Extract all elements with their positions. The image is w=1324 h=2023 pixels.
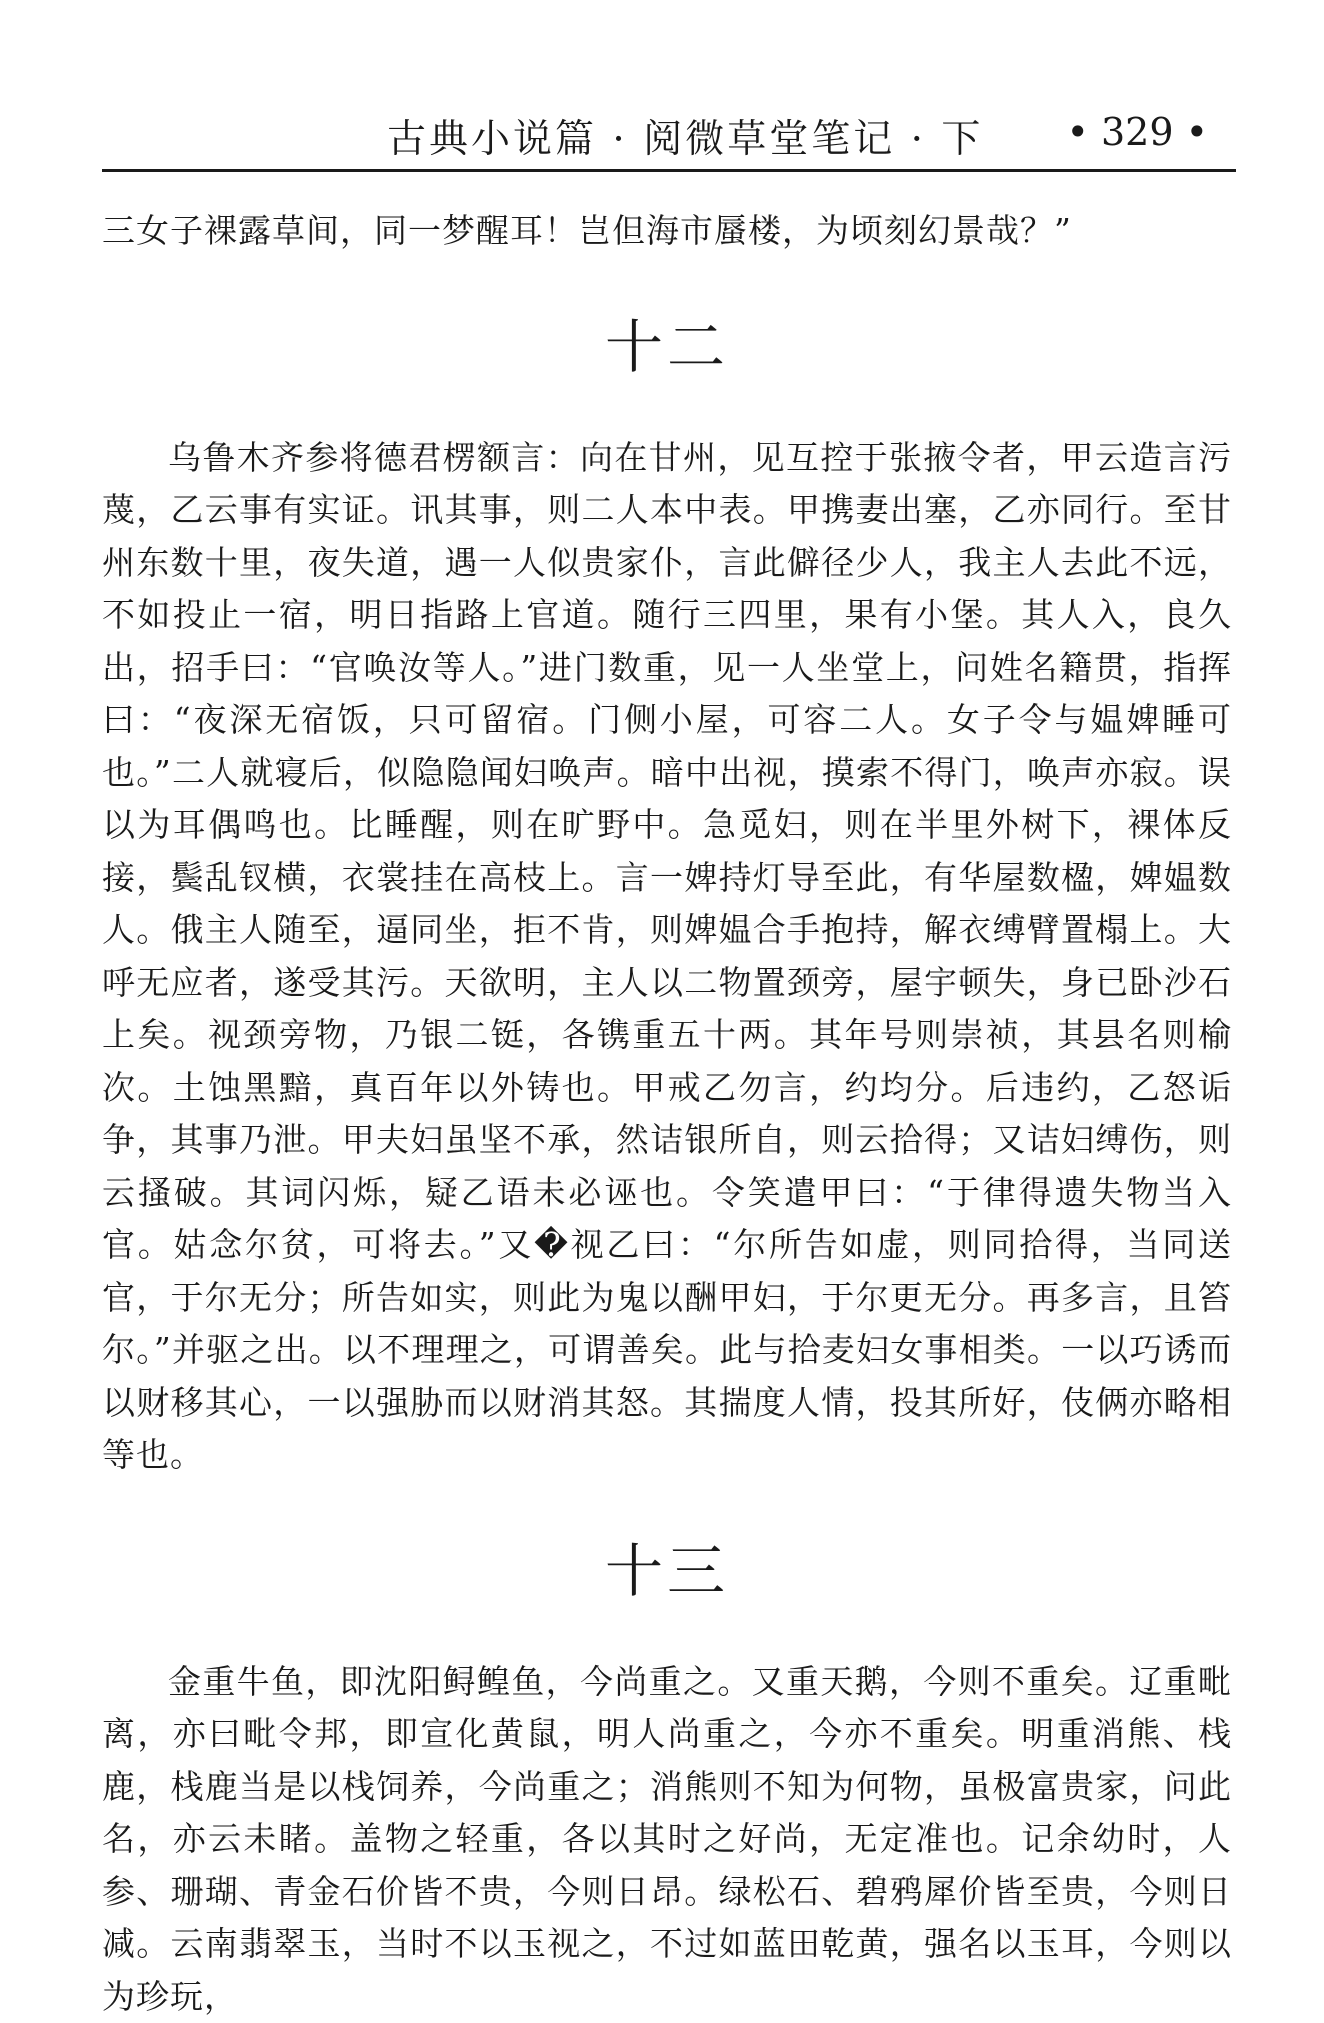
running-header-title: 古典小说篇 · 阅微草堂笔记 · 下 bbox=[387, 108, 983, 164]
header-rule bbox=[102, 169, 1236, 172]
continued-paragraph: 三女子裸露草间，同一梦醒耳！岂但海市蜃楼，为顷刻幻景哉？” bbox=[102, 205, 1232, 258]
running-header bbox=[102, 108, 1236, 168]
page-body bbox=[102, 205, 1232, 2023]
page-number: • 329 • bbox=[1066, 110, 1208, 154]
section-heading-13: 十三 bbox=[102, 1524, 1232, 1608]
section-12-paragraph: 乌鲁木齐参将德君楞额言：向在甘州，见互控于张掖令者，甲云造言污蔑，乙云事有实证。讯其事，则二人本中表。甲携妻出塞，乙亦同行。至甘州东数十里，夜失道，遇一人似贵家仆，言此僻径少人，我主人去此不远，不如投止一宿，明日指路上官道。随行三四里，果有小堡。其人入，良久出，招手曰：“官唤汝等人。”进门数重，见一人坐堂上，问姓名籍贯，指挥曰：“夜深无宿饭，只可留宿。门侧小屋，可容二人。女子令与媪婢睡可也。”二人就寝后，似隐隐闻妇唤声。暗中出视，摸索不得门，唤声亦寂。误以为耳偶鸣也。比睡醒，则在旷野中。急觅妇，则在半里外树下，裸体反接，鬓乱钗横，衣裳挂在高枝上。言一婢持灯导至此，有华屋数楹，婢媪数人。俄主人随至，逼同坐，拒不肯，则婢媪合手抱持，解衣缚臂置榻上。大呼无应者，遂受其污。天欲明，主人以二物置颈旁，屋宇顿失，身已卧沙石上矣。视颈旁物，乃银二铤，各镌重五十两。其年号则崇祯，其县名则榆次。土蚀黑黯，真百年以外铸也。甲戒乙勿言，约均分。后违约，乙怒诟争，其事乃泄。甲夫妇虽坚不承，然诘银所自，则云拾得；又诘妇缚伤，则云搔破。其词闪烁，疑乙语未必诬也。令笑遣甲曰：“于律得遗失物当入官。姑念尔贫，可将去。”又�视乙曰：“尔所告如虚，则同拾得，当同送官，于尔无分；所告如实，则此为鬼以酬甲妇，于尔更无分。再多言，且笞尔。”并驱之出。以不理理之，可谓善矣。此与拾麦妇女事相类。一以巧诱而以财移其心，一以强胁而以财消其怒。其揣度人情，投其所好，伎俩亦略相等也。 bbox=[102, 432, 1232, 1482]
section-heading-12: 十二 bbox=[102, 300, 1232, 384]
section-13-paragraph: 金重牛鱼，即沈阳鲟鳇鱼，今尚重之。又重天鹅，今则不重矣。辽重毗离，亦曰毗令邦，即宣化黄鼠，明人尚重之，今亦不重矣。明重消熊、栈鹿，栈鹿当是以栈饲养，今尚重之；消熊则不知为何物，虽极富贵家，问此名，亦云未睹。盖物之轻重，各以其时之好尚，无定准也。记余幼时，人参、珊瑚、青金石价皆不贵，今则日昂。绿松石、碧鸦犀价皆至贵，今则日减。云南翡翠玉，当时不以玉视之，不过如蓝田乾黄，强名以玉耳，今则以为珍玩， bbox=[102, 1656, 1232, 2023]
